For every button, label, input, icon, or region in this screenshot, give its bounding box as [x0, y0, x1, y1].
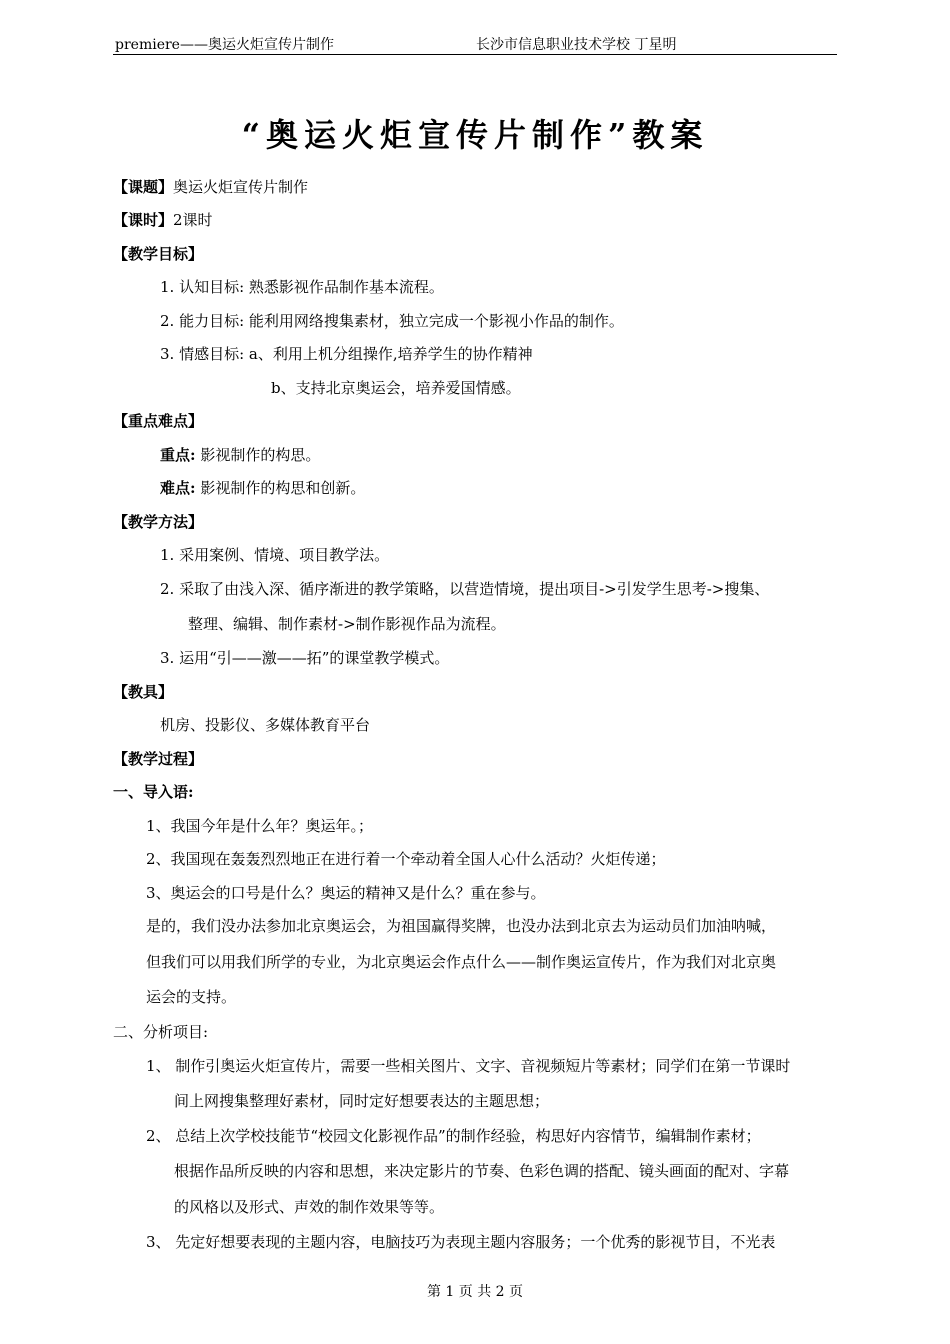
- objectives-heading: 【教学目标】: [113, 245, 204, 263]
- hard-point-line: [160, 478, 365, 498]
- key-point-line: [160, 445, 320, 465]
- tools-heading: 【教具】: [113, 683, 174, 701]
- method-item: 1. 采用案例、情境、项目教学法。: [160, 546, 390, 564]
- method-item: 3. 运用“引——激——拓”的课堂教学模式。: [160, 649, 450, 667]
- intro-heading: 一、导入语:: [113, 783, 194, 801]
- hours-line: [113, 210, 213, 230]
- page-header: [113, 30, 837, 55]
- tools-value: 机房、投影仪、多媒体教育平台: [160, 716, 371, 734]
- objective-item: b、支持北京奥运会，培养爱国情感。: [271, 379, 521, 397]
- topic-label: 【课题】: [113, 178, 174, 196]
- intro-paragraph-line: 但我们可以用我们所学的专业，为北京奥运会作点什么——制作奥运宣传片，作为我们对北京奥: [146, 953, 777, 971]
- header-school-author: 长沙市信息职业技术学校 丁星明: [476, 37, 677, 53]
- hours-label: 【课时】: [113, 211, 174, 229]
- methods-heading: 【教学方法】: [113, 513, 204, 531]
- analysis-item: 间上网搜集整理好素材，同时定好想要表达的主题思想；: [174, 1092, 550, 1110]
- objective-item: 3. 情感目标: a、利用上机分组操作,培养学生的协作精神: [160, 345, 533, 363]
- hard-point-value: 影视制作的构思和创新。: [200, 479, 366, 497]
- objective-item: 2. 能力目标: 能利用网络搜集素材，独立完成一个影视小作品的制作。: [160, 312, 624, 330]
- intro-paragraph-line: 是的，我们没办法参加北京奥运会，为祖国赢得奖牌，也没办法到北京去为运动员们加油呐喊，: [146, 917, 777, 935]
- hours-value: 2课时: [173, 211, 213, 229]
- intro-item: 2、我国现在轰轰烈烈地正在进行着一个牵动着全国人心什么活动？火炬传递；: [146, 850, 666, 868]
- analysis-item: 3、 先定好想要表现的主题内容，电脑技巧为表现主题内容服务；一个优秀的影视节目，不光表: [146, 1233, 776, 1251]
- analysis-item: 的风格以及形式、声效的制作效果等等。: [174, 1198, 445, 1216]
- analysis-item: 2、 总结上次学校技能节“校园文化影视作品”的制作经验，构思好内容情节，编辑制作素材；: [146, 1127, 761, 1145]
- objective-item: 1. 认知目标: 熟悉影视作品制作基本流程。: [160, 278, 444, 296]
- hard-point-label: 难点:: [160, 479, 196, 497]
- analysis-heading: 二、分析项目:: [113, 1023, 209, 1041]
- intro-paragraph-line: 运会的支持。: [146, 988, 237, 1006]
- key-point-label: 重点:: [160, 446, 196, 464]
- keypoints-heading: 【重点难点】: [113, 412, 204, 430]
- document-title: “奥运火炬宣传片制作”教案: [241, 116, 709, 154]
- analysis-item: 根据作品所反映的内容和思想，来决定影片的节奏、色彩色调的搭配、镜头画面的配对、字幕: [174, 1162, 790, 1180]
- topic-line: [113, 177, 308, 197]
- process-heading: 【教学过程】: [113, 750, 204, 768]
- intro-item: 3、奥运会的口号是什么？奥运的精神又是什么？重在参与。: [146, 884, 546, 902]
- analysis-item: 1、 制作引奥运火炬宣传片，需要一些相关图片、文字、音视频短片等素材；同学们在第一节课时: [146, 1057, 791, 1075]
- topic-value: 奥运火炬宣传片制作: [173, 178, 309, 196]
- intro-item: 1、我国今年是什么年？奥运年。；: [146, 817, 374, 835]
- method-item: 2. 采取了由浅入深、循序渐进的教学策略，以营造情境，提出项目->引发学生思考->搜集、: [160, 580, 770, 598]
- header-course-title: premiere——奥运火炬宣传片制作: [115, 37, 334, 53]
- method-item: 整理、编辑、制作素材->制作影视作品为流程。: [188, 615, 506, 633]
- key-point-value: 影视制作的构思。: [200, 446, 321, 464]
- page-footer: 第 1 页 共 2 页: [426, 1284, 524, 1300]
